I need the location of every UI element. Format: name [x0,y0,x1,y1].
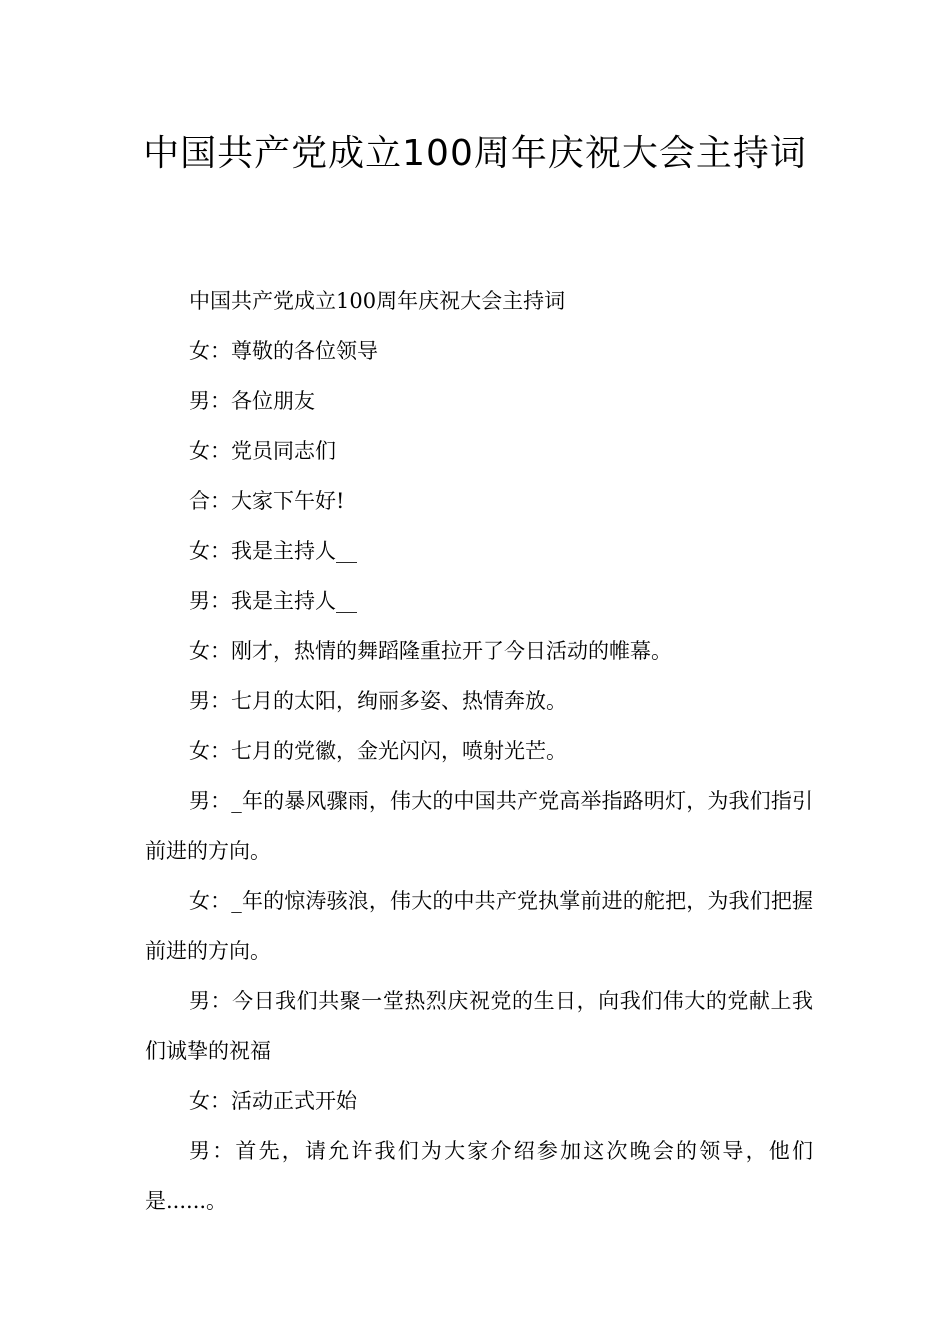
paragraph: 女：党员同志们 [189,439,336,463]
paragraph: 男：各位朋友 [189,389,315,413]
paragraph: 女：_年的惊涛骇浪，伟大的中共产党执掌前进的舵把，为我们把握前进的方向。 [145,889,813,963]
paragraph: 女：七月的党徽，金光闪闪，喷射光芒。 [189,739,567,763]
paragraph: 男：_年的暴风骤雨，伟大的中国共产党高举指路明灯，为我们指引前进的方向。 [145,789,813,863]
paragraph: 女：刚才，热情的舞蹈隆重拉开了今日活动的帷幕。 [189,639,672,663]
paragraph: 男：七月的太阳，绚丽多姿、热情奔放。 [189,689,567,713]
paragraph: 女：活动正式开始 [189,1089,357,1113]
paragraph: 男：我是主持人__ [189,589,357,613]
paragraph: 女：尊敬的各位领导 [189,339,378,363]
paragraph: 女：我是主持人__ [189,539,357,563]
document-body [145,276,813,1226]
paragraph: 男：今日我们共聚一堂热烈庆祝党的生日，向我们伟大的党献上我们诚挚的祝福 [145,989,813,1063]
paragraph: 男：首先，请允许我们为大家介绍参加这次晚会的领导，他们是......。 [145,1139,813,1213]
document-title: 中国共产党成立100周年庆祝大会主持词 [143,133,807,174]
paragraph: 合：大家下午好! [189,489,345,513]
paragraph: 中国共产党成立100周年庆祝大会主持词 [189,289,566,313]
